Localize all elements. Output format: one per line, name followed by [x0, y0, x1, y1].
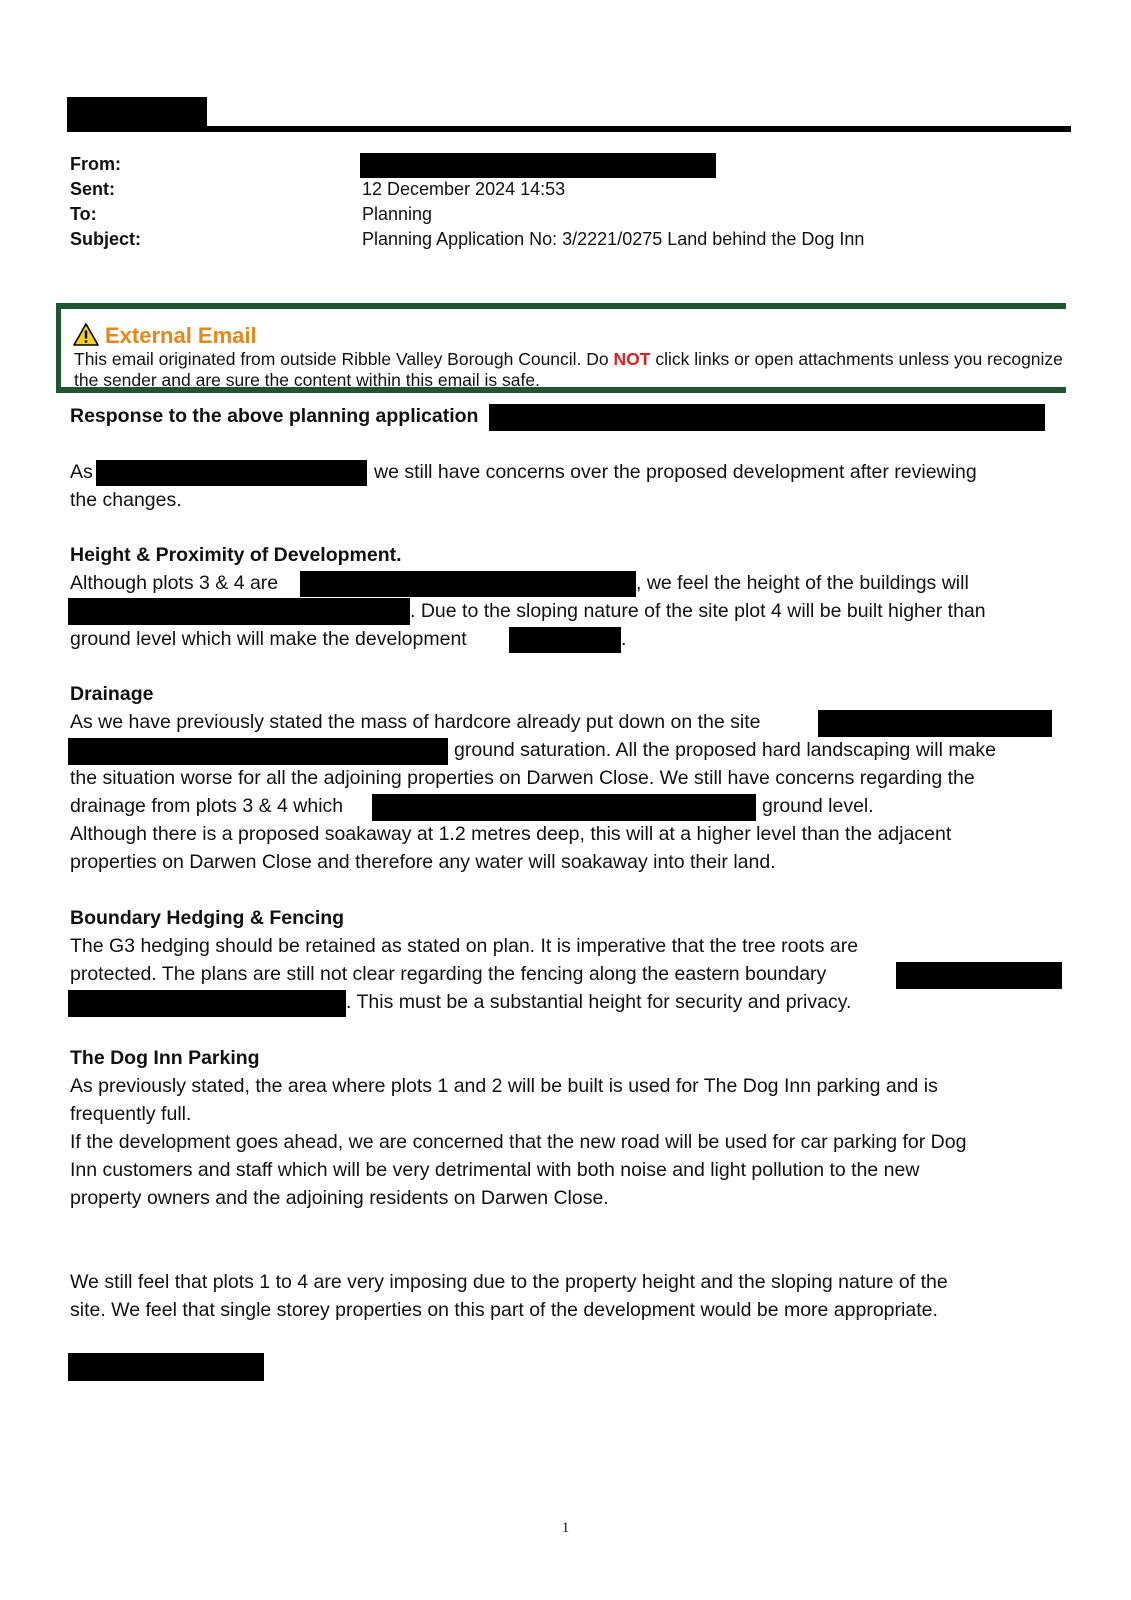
intro-rest: we still have concerns over the proposed development after reviewing: [374, 461, 977, 483]
s2-line5: Although there is a proposed soakaway at 1.2 metres deep, this will at a higher level than the adjacent: [70, 823, 952, 845]
sent-value: 12 December 2024 14:53: [362, 179, 566, 199]
s4-line3: If the development goes ahead, we are concerned that the new road will be used for car parking for Dog: [70, 1131, 967, 1153]
s3-line3: . This must be a substantial height for security and privacy.: [346, 991, 852, 1013]
s1-line3b: .: [621, 628, 627, 650]
s3-heading: Boundary Hedging & Fencing: [70, 907, 345, 929]
s1-redaction-1: [300, 571, 636, 597]
response-redaction: [489, 404, 1045, 431]
banner-title-text: External Email: [105, 323, 257, 348]
to-label: To:: [70, 204, 97, 224]
s1-redaction-3: [509, 627, 621, 653]
intro-redaction: [96, 460, 367, 486]
s4-line2: frequently full.: [70, 1103, 192, 1125]
s4-line4: Inn customers and staff which will be very detrimental with both noise and light pollution to the new: [70, 1159, 920, 1181]
conclusion-line2: site. We feel that single storey properties on this part of the development would be more appropriate.: [70, 1299, 938, 1321]
s3-redaction-1: [896, 962, 1062, 989]
s1-heading: Height & Proximity of Development.: [70, 544, 402, 566]
external-email-banner: [56, 303, 1066, 393]
warning-icon: [73, 323, 99, 352]
s2-line6: properties on Darwen Close and therefore any water will soakaway into their land.: [70, 851, 776, 873]
s4-line5: property owners and the adjoining residents on Darwen Close.: [70, 1187, 609, 1209]
s1-line2: . Due to the sloping nature of the site plot 4 will be built higher than: [410, 600, 986, 622]
s2-line1: As we have previously stated the mass of hardcore already put down on the site: [70, 711, 761, 733]
subject-value: Planning Application No: 3/2221/0275 Land behind the Dog Inn: [362, 229, 865, 249]
s1-redaction-2: [68, 598, 410, 625]
s1-line3a: ground level which will make the development: [70, 628, 467, 650]
sent-label: Sent:: [70, 179, 115, 199]
s4-heading: The Dog Inn Parking: [70, 1047, 260, 1069]
s2-line4b: ground level.: [762, 795, 874, 817]
banner-msg-part2: click links or open attachments unless you recognize the sender and are sure the content within this email is safe.: [74, 349, 1063, 390]
s2-line2: ground saturation. All the proposed hard landscaping will make: [454, 739, 997, 761]
header-redaction-tab: [67, 97, 207, 128]
signature-redaction: [68, 1353, 264, 1381]
response-heading: Response to the above planning application: [70, 405, 479, 427]
banner-msg-part1: This email originated from outside Ribble Valley Borough Council. Do: [74, 349, 614, 369]
s3-line1: The G3 hedging should be retained as stated on plan. It is imperative that the tree roots are: [70, 935, 859, 957]
to-value: Planning: [362, 204, 433, 224]
s2-redaction-2: [68, 738, 448, 765]
conclusion-line1: We still feel that plots 1 to 4 are very imposing due to the property height and the sloping nature of the: [70, 1271, 948, 1293]
from-label: From:: [70, 154, 121, 174]
from-redaction: [360, 153, 716, 178]
page-number: 1: [561, 1520, 570, 1536]
s1-line1b: , we feel the height of the buildings will: [636, 572, 969, 594]
s2-redaction-3: [372, 794, 756, 821]
s2-heading: Drainage: [70, 683, 154, 705]
banner-msg-not: NOT: [613, 349, 651, 369]
intro-as: As: [70, 461, 93, 483]
subject-label: Subject:: [70, 229, 142, 249]
intro-line2: the changes.: [70, 489, 182, 511]
s1-line1a: Although plots 3 & 4 are: [70, 572, 279, 594]
banner-message: [74, 349, 1064, 391]
s3-redaction-2: [68, 990, 346, 1017]
s2-line3: the situation worse for all the adjoining properties on Darwen Close. We still have concerns regarding the: [70, 767, 975, 789]
s4-line1: As previously stated, the area where plots 1 and 2 will be built is used for The Dog Inn parking and is: [70, 1075, 938, 1097]
s2-line4a: drainage from plots 3 & 4 which: [70, 795, 344, 817]
s2-redaction-1: [818, 710, 1052, 737]
banner-title: [73, 323, 257, 352]
header-rule: [67, 126, 1071, 132]
s3-line2: protected. The plans are still not clear regarding the fencing along the eastern boundary: [70, 963, 827, 985]
